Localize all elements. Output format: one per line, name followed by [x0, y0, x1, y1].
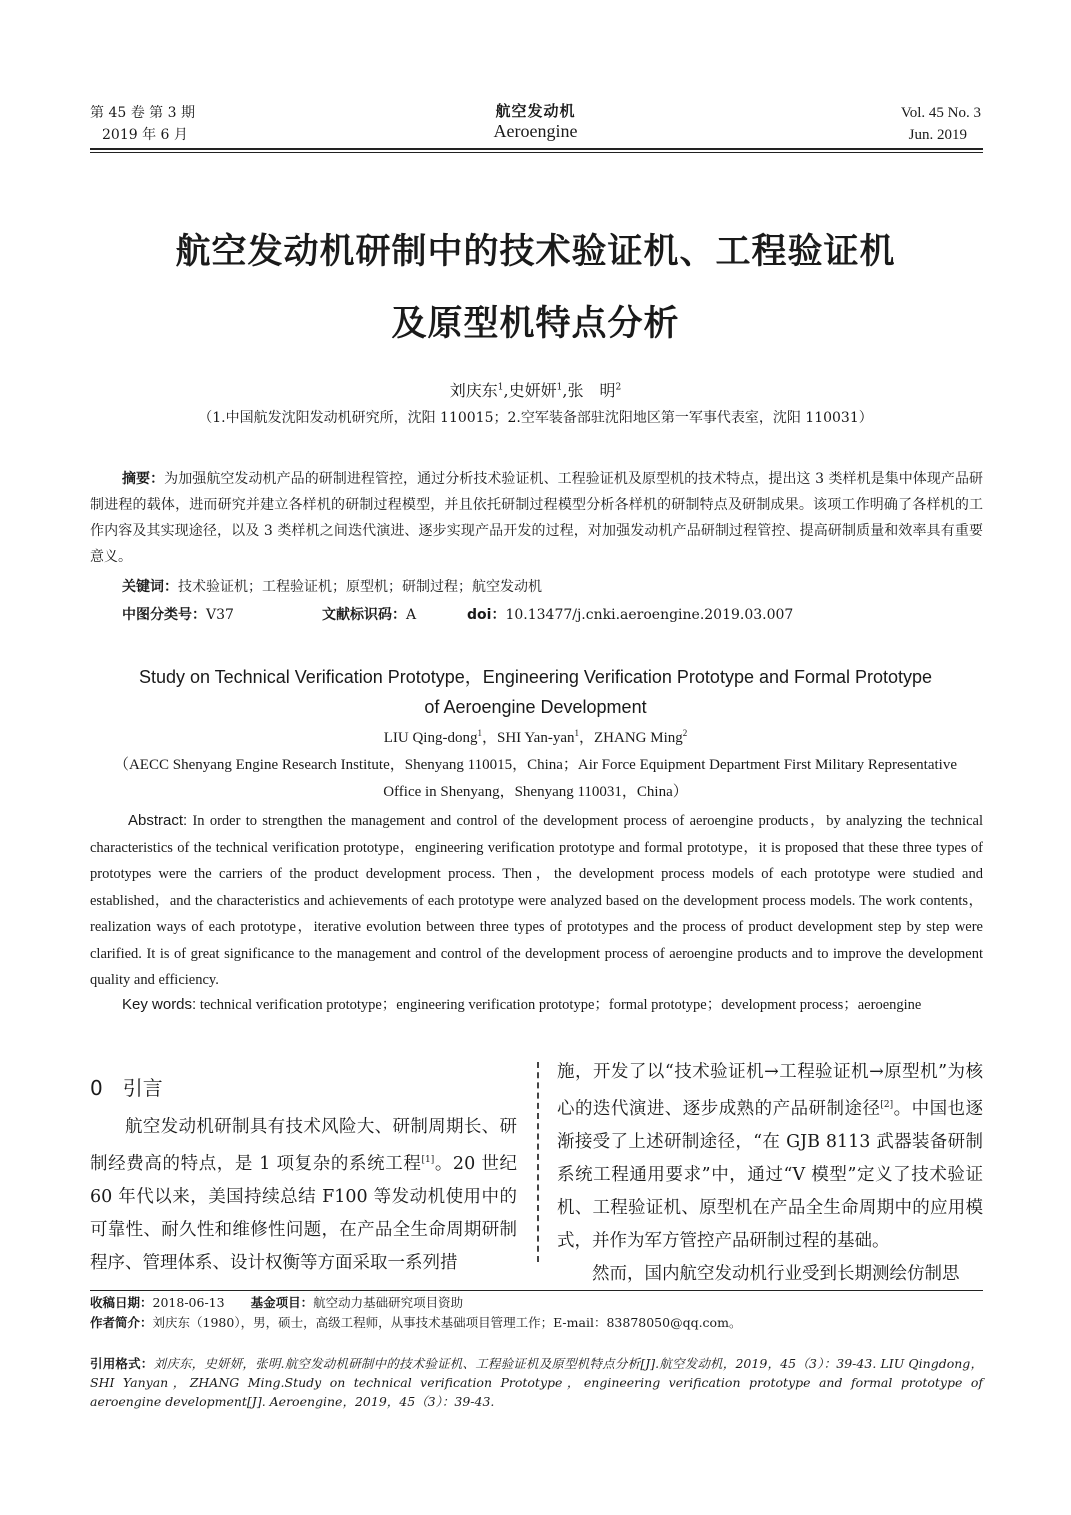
author-bio-label: 作者简介： [90, 1315, 153, 1330]
body-paragraph [557, 1056, 983, 1258]
keywords-en-text: technical verification prototype；engineering verification prototype；formal prototype；development process；aeroengine [196, 997, 922, 1013]
paper-title-line2: 及原型机特点分析 [391, 304, 680, 344]
author-affil-mark: 2 [615, 382, 622, 393]
column-divider [537, 1062, 539, 1262]
abstract-en [90, 808, 983, 994]
author-affil-mark: 2 [682, 728, 688, 738]
received-label: 收稿日期： [90, 1295, 153, 1310]
abstract-en-label: Abstract: [128, 812, 188, 829]
citation-label: 引用格式： [90, 1356, 154, 1371]
fund-label: 基金项目： [250, 1295, 314, 1310]
document-code [322, 604, 416, 624]
author-name: 史妍妍 [508, 381, 557, 400]
keywords-en-label: Key words: [122, 996, 197, 1013]
author-affil-mark: 1 [574, 728, 579, 738]
reference-mark[interactable]: [2] [880, 1100, 894, 1110]
author-name-en: LIU Qing-dong [383, 730, 478, 746]
document-code-label: 文献标识码： [322, 607, 406, 623]
citation-format [90, 1354, 983, 1411]
citation-text: 刘庆东，史妍妍，张明.航空发动机研制中的技术验证机、工程验证机及原型机特点分析[J].航空发动机，2019，45（3）：39-43. LIU Qingdong，SHI Yanyan，ZHANG Ming.Study on technical verification Prototype，engineering verification prototype and formal prototype of aeroengine development[J]. Aeroengine，2019，45（3）：39-43. [90, 1356, 983, 1409]
paper-title [0, 216, 1071, 360]
author-separator: , [562, 381, 568, 400]
author-affil-mark: 1 [556, 382, 563, 393]
keywords-label: 关键词： [122, 579, 178, 595]
doi-value[interactable]: 10.13477/j.cnki.aeroengine.2019.03.007 [505, 607, 794, 623]
author-affil-mark: 1 [477, 728, 482, 738]
author-separator: , [503, 381, 509, 400]
english-affiliation [0, 752, 1071, 806]
english-affiliation-line2: Office in Shenyang，Shenyang 110031，China） [383, 784, 688, 800]
received-fund-line [90, 1293, 741, 1313]
clc-label: 中图分类号： [122, 607, 206, 623]
journal-name-cn: 航空发动机 [495, 102, 576, 120]
abstract-cn [90, 466, 983, 570]
volume-issue-en: Vol. 45 No. 3 [900, 105, 981, 121]
running-header-right [901, 102, 981, 146]
body-text: 施，开发了以“技术验证机→工程验证机→原型机”为核心的迭代演进、逐步成熟的产品研制途径 [557, 1062, 983, 1119]
document-code-value: A [406, 607, 417, 623]
footnote-info [90, 1293, 741, 1333]
volume-issue-cn: 第 45 卷 第 3 期 [90, 105, 195, 121]
body-column-right [557, 1056, 983, 1291]
section-heading: 0 引言 [90, 1076, 163, 1100]
abstract-text: 为加强航空发动机产品的研制进程管控，通过分析技术验证机、工程验证机及原型机的技术特点，提出这 3 类样机是集中体现产品研制进程的载体，进而研究并建立各样机的研制过程模型，并且依托研制过程模型分析各样机的研制特点及研制成果。该项工作明确了各样机的工作内容及其实现途径，以及 3 类样机之间迭代演进、逐步实现产品开发的过程，对加强发动机产品研制过程管控、提高研制质量和效率具有重要意义。 [90, 471, 984, 565]
author-bio-line [90, 1313, 741, 1333]
header-rule-thin [90, 152, 983, 153]
body-text: 航空发动机研制具有技术风险大、研制周期长、研制经费高的特点，是 1 项复杂的系统工程 [90, 1117, 517, 1174]
body-text: 。中国也逐渐接受了上述研制途径，“在 GJB 8113 武器装备研制系统工程通用要求”中，通过“V 模型”定义了技术验证机、工程验证机、原型机在产品全生命周期中的应用模式，并作为军方管控产品研制过程的基础。 [557, 1098, 984, 1251]
body-column-left [90, 1056, 517, 1280]
clc-code [122, 604, 234, 624]
author-name: 张 明 [567, 381, 616, 400]
clc-value: V37 [206, 607, 234, 623]
abstract-en-text: In order to strengthen the management and control of the development process of aeroengine products，by analyzing the technical characteristics of the technical verification prototype，engineering verification prototype and formal prototype，it is proposed that these three types of prototypes were the carriers of the product development process. Then，the development process models of each prototype were studied and established，and the characteristics and achievements of each prototype were analyzed based on the development process models. The work contents，realization ways of each prototype，iterative evolution between three types of prototypes and the process of product development step by step were clarified. It is of great significance to the management and control of the development process of aeroengine products and to improve the development quality and efficiency. [90, 813, 983, 988]
english-author-list [0, 726, 1071, 747]
body-paragraph: 然而，国内航空发动机行业受到长期测绘仿制思 [592, 1263, 960, 1284]
author-name-en: SHI Yan-yan [496, 730, 575, 746]
english-title [0, 662, 1071, 722]
paper-title-line1: 航空发动机研制中的技术验证机、工程验证机 [175, 232, 896, 272]
author-separator: ， [481, 730, 497, 746]
english-title-line2: of Aeroengine Development [424, 697, 647, 717]
keywords-en [122, 993, 921, 1014]
body-paragraph [90, 1111, 517, 1280]
english-title-line1: Study on Technical Verification Prototype，Engineering Verification Prototype and Formal Prototype [138, 667, 933, 687]
author-name-en: ZHANG Ming [594, 730, 683, 746]
header-rule-thick [90, 148, 983, 150]
author-list [0, 378, 1071, 401]
affiliation: （1.中国航发沈阳发动机研究所，沈阳 110015；2.空军装备部驻沈阳地区第一军事代表室，沈阳 110031） [198, 410, 873, 426]
fund-value: 航空动力基础研究项目资助 [313, 1295, 464, 1310]
date-cn: 2019 年 6 月 [102, 127, 188, 143]
abstract-label: 摘要： [122, 471, 165, 487]
keywords-text: 技术验证机；工程验证机；原型机；研制过程；航空发动机 [178, 579, 542, 595]
footnote-rule [90, 1290, 983, 1291]
keywords-cn [122, 576, 542, 596]
author-separator: ， [579, 730, 595, 746]
doi [467, 604, 793, 624]
doi-label: doi： [467, 607, 506, 623]
journal-name-en: Aeroengine [493, 121, 578, 141]
reference-mark[interactable]: [1] [421, 1155, 435, 1165]
english-affiliation-line1: （AECC Shenyang Engine Research Institute，Shenyang 110015，China；Air Force Equipment Department First Military Representative [113, 757, 958, 773]
author-affil-mark: 1 [497, 382, 504, 393]
author-name: 刘庆东 [449, 381, 498, 400]
author-bio-value: 刘庆东（1980），男，硕士，高级工程师，从事技术基础项目管理工作；E-mail：83878050@qq.com。 [152, 1315, 742, 1330]
date-en: Jun. 2019 [908, 127, 967, 143]
received-date: 2018-06-13 [152, 1295, 225, 1310]
body-text: 。20 世纪 60 年代以来，美国持续总结 F100 等发动机使用中的可靠性、耐久性和维修性问题，在产品全生命周期研制程序、管理体系、设计权衡等方面采取一系列措 [90, 1153, 517, 1273]
